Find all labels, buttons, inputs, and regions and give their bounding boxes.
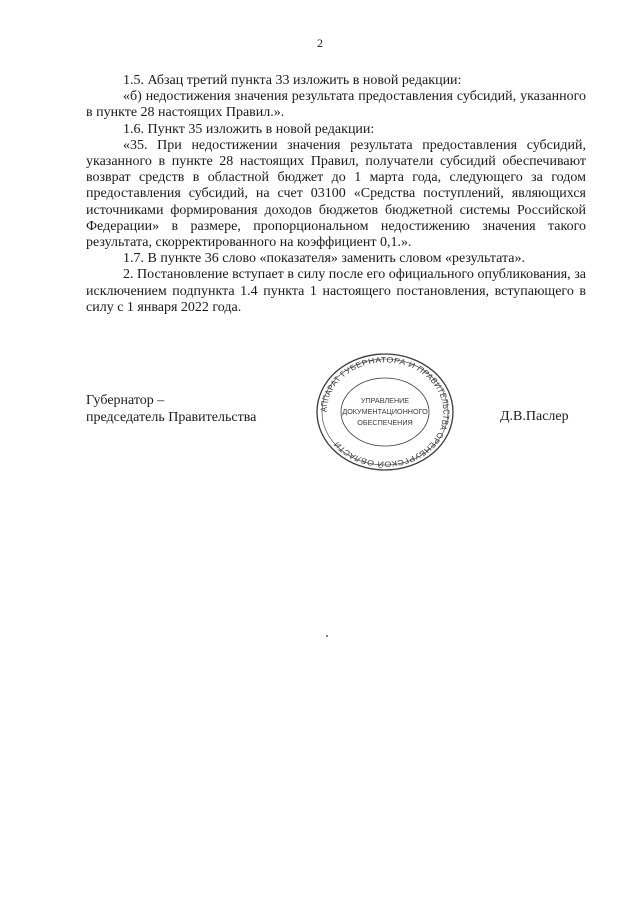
page-number: 2 [317,36,323,50]
signatory-position [86,392,256,426]
paragraph-quote-b: «б) недостижения значения результата предоставления субсидий, указанного в пункте 28 настоящих Правил.». [86,89,586,121]
stray-dot [326,635,328,637]
paragraph-1-7: 1.7. В пункте 36 слово «показателя» заменить словом «результата». [123,251,526,267]
paragraph-quote-35: «35. При недостижении значения результата предоставления субсидий, указанного в пункте 28 настоящих Правил, получатели субсидий обеспечивают возврат средств в областной бюджет до 1 марта года, следующего за годом предоставления субсидий, на счет 03100 «Средства поступлений, являющихся источниками формирования доходов бюджетов бюджетной системы Российской Федерации» в размере, пропорциональном недостижению значения такого результата, скорректированного на коэффициент 0,1.». [86,137,586,251]
paragraph-1-6: 1.6. Пункт 35 изложить в новой редакции: [123,121,375,137]
seal-center-line-3: ОБЕСПЕЧЕНИЯ [357,418,413,427]
seal-center-line-2: ДОКУМЕНТАЦИОННОГО [342,407,428,416]
document-body [86,73,586,316]
signatory-name: Д.В.Паслер [500,409,569,424]
position-line-2: председатель Правительства [86,410,257,425]
paragraph-1-5: 1.5. Абзац третий пункта 33 изложить в новой редакции: [123,73,462,88]
position-line-1: Губернатор – [86,393,165,408]
seal-ring-textpath: АППАРАТ ГУБЕРНАТОРА И ПРАВИТЕЛЬСТВА ОРЕНБУРГСКОЙ ОБЛАСТИ [319,355,451,469]
official-seal [306,352,464,472]
paragraph-2: 2. Постановление вступает в силу после его официального опубликования, за исключением подпункта 1.4 пункта 1 настоящего постановления, вступающего в силу с 1 января 2022 года. [86,267,586,315]
seal-graphic [306,352,464,472]
seal-center-line-1: УПРАВЛЕНИЕ [360,396,410,405]
